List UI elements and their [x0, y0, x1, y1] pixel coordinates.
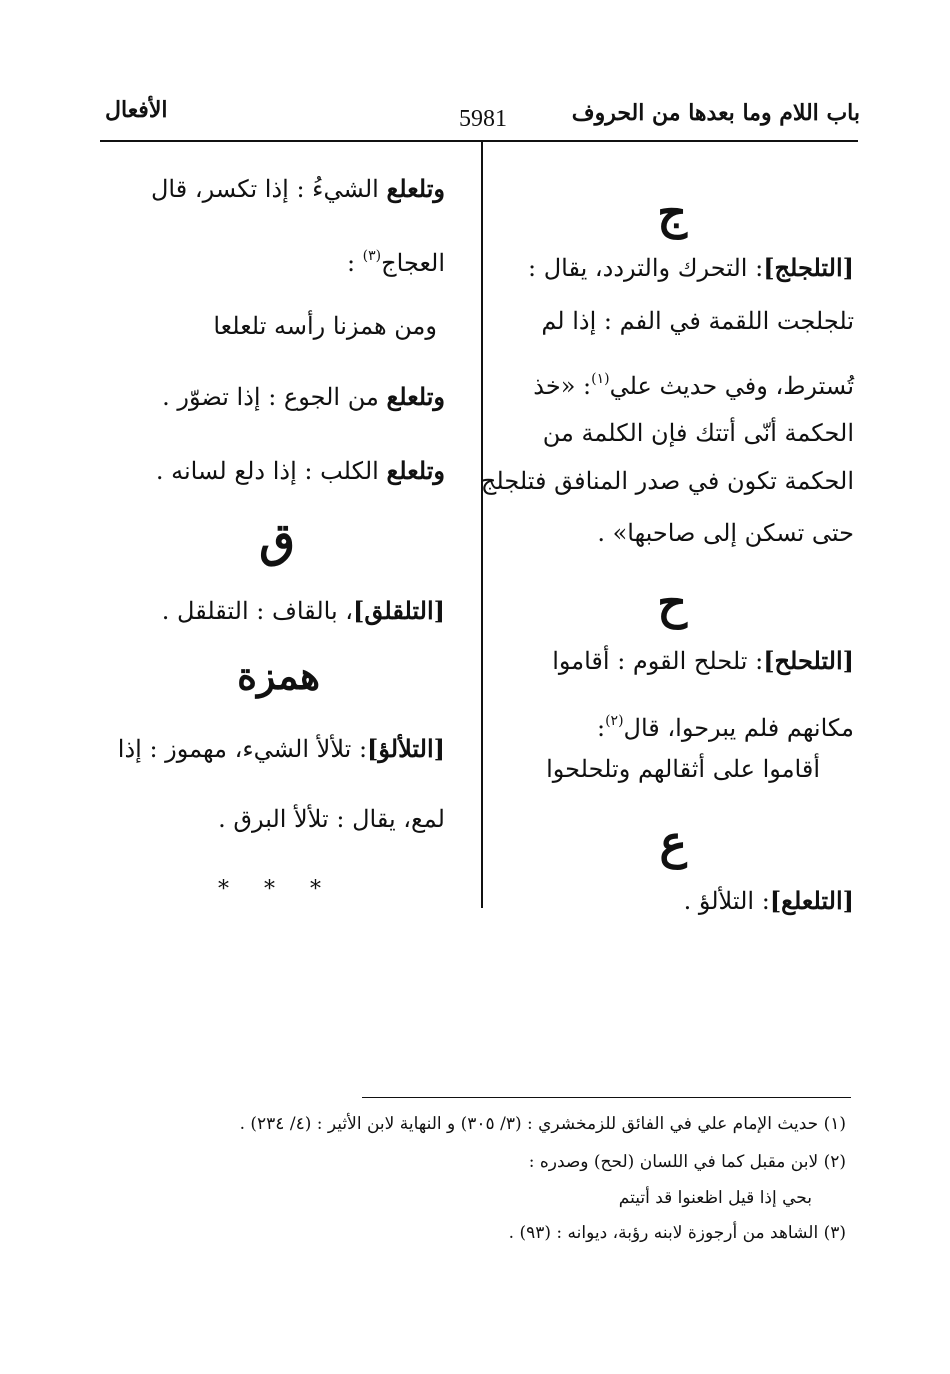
footnote-1: (١) حديث الإمام علي في الفائق للزمخشري : (٣/ ٣٠٥) و النهاية لابن الأثير : (٤/ ٢٣٤) . [239, 1114, 846, 1134]
entry-line: وتلعلع الشيءُ : إذا تكسر، قال [150, 174, 445, 203]
letter-heading-ha: ح [657, 575, 687, 629]
footnote-ref: (١) [591, 371, 610, 387]
letter-heading-qaf: ق [259, 513, 295, 567]
entry-line: [التلجلج]: التحرك والتردد، يقال : [528, 253, 854, 282]
letter-heading-ayn: ع [659, 815, 687, 869]
entry-term: [التلألؤ] [367, 734, 445, 763]
entry-line: تُسترط، وفي حديث علي$^{(١)}$: «خذ [533, 371, 854, 400]
entry-term: وتلعلع [386, 382, 445, 411]
entry-term: وتلعلع [386, 174, 445, 203]
entry-line: الحكمة تكون في صدر المنافق فتلجلج [480, 467, 854, 495]
letter-heading-jim: ج [657, 185, 687, 239]
footnote-ref: (٣) [362, 248, 382, 264]
letter-heading-hamza: همزة [237, 653, 320, 698]
footnote-rule [362, 1097, 851, 1098]
entry-term: وتلعلع [386, 456, 445, 485]
entry-term: [التلجلج] [763, 253, 854, 282]
footnote-ref: (٢) [605, 713, 624, 729]
entry-term: [التلعلع] [769, 886, 854, 915]
entry-line: مكانهم فلم يبرحوا، قال$^{(٢)}$: [596, 713, 854, 742]
footnote-3: (٣) الشاهد من أرجوزة لابنه رؤبة، ديوانه : (٩٣) . [508, 1223, 846, 1243]
entry-line: [التلعلع]: التلألؤ . [683, 886, 854, 915]
entry-line: وتلعلع الكلب : إذا دلع لسانه . [155, 456, 445, 485]
header-rule [100, 140, 858, 142]
verse-line: أقاموا على أثقالهم وتلحلحوا [546, 755, 820, 783]
entry-line: العجاج$^{(٣)}$ : [346, 248, 445, 277]
entry-line: تلجلجت اللقمة في الفم : إذا لم [541, 307, 854, 335]
verse-line: ومن همزنا رأسه تلعلعا [213, 312, 437, 340]
column-divider [481, 142, 483, 908]
footnote-2: (٢) لابن مقبل كما في اللسان (لحح) وصدره : [528, 1152, 846, 1172]
running-header-section: الأفعال [105, 97, 168, 123]
entry-term: [التلقلق] [353, 596, 445, 625]
entry-line: لمع، يقال : تلألأ البرق . [218, 805, 445, 833]
entry-term: [التلحلح] [763, 646, 854, 675]
entry-line: وتلعلع من الجوع : إذا تضوّر . [162, 382, 445, 411]
section-end-stars: * * * [218, 877, 335, 902]
entry-line: حتى تسكن إلى صاحبها» . [597, 519, 854, 547]
running-header-chapter: باب اللام وما بعدها من الحروف [571, 100, 860, 126]
entry-line: [التلقلق]، بالقاف : التقلقل . [161, 596, 445, 625]
entry-line: [التلحلح]: تلحلح القوم : أقاموا [552, 646, 854, 675]
footnote-2-verse: بحي إذا قيل اظعنوا قد أتيتم [618, 1188, 812, 1208]
entry-line: [التلألؤ]: تلألأ الشيء، مهموز : إذا [117, 734, 445, 763]
entry-line: الحكمة أنّى أتتك فإن الكلمة من [542, 419, 854, 447]
page-number: 5981 [459, 106, 507, 132]
